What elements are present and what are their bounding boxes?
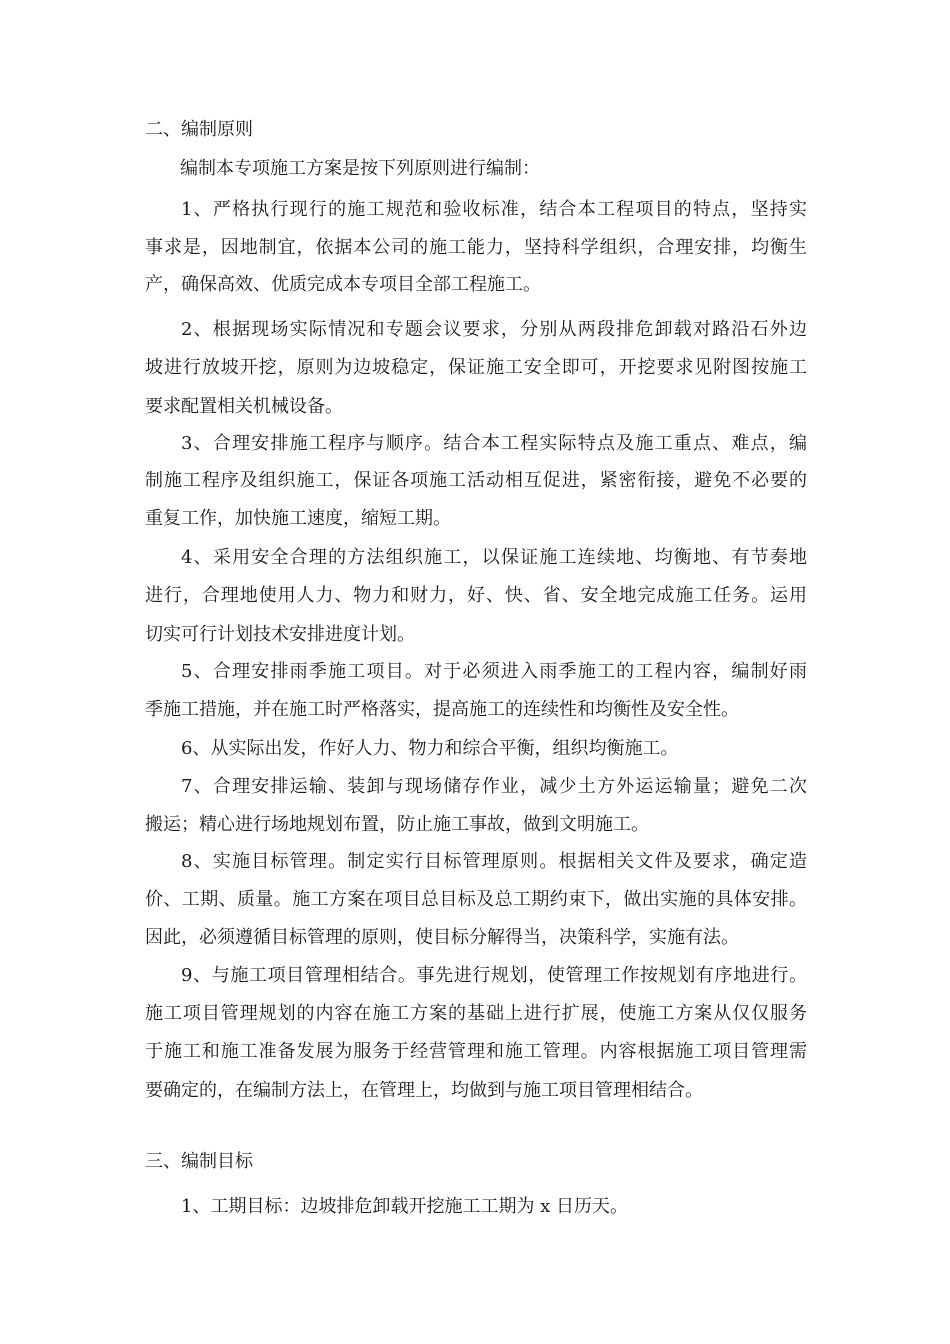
paragraph-line: 8、实施目标管理。制定实行目标管理原则。根据相关文件及要求，确定造: [181, 851, 807, 872]
paragraph-line: 产，确保高效、优质完成本专项目全部工程施工。: [145, 274, 541, 295]
paragraph-line: 要求配置相关机械设备。: [145, 396, 343, 417]
section-heading-principles: 二、编制原则: [145, 119, 253, 140]
paragraph-line: 进行，合理地使用人力、物力和财力，好、快、省、安全地完成施工任务。运用: [145, 585, 807, 606]
paragraph-line: 重复工作，加快施工速度，缩短工期。: [145, 508, 451, 529]
paragraph-line: 搬运；精心进行场地规划布置，防止施工事故，做到文明施工。: [145, 814, 649, 835]
paragraph-line: 3、合理安排施工程序与顺序。结合本工程实际特点及施工重点、难点，编: [181, 433, 807, 454]
paragraph-line: 坡进行放坡开挖，原则为边坡稳定，保证施工安全即可，开挖要求见附图按施工: [145, 357, 807, 378]
paragraph-line: 1、严格执行现行的施工规范和验收标准，结合本工程项目的特点，坚持实: [181, 199, 807, 220]
section-heading-objectives: 三、编制目标: [145, 1151, 253, 1172]
paragraph-line: 季施工措施，并在施工时严格落实，提高施工的连续性和均衡性及安全性。: [145, 699, 739, 720]
paragraph-line: 5、合理安排雨季施工项目。对于必须进入雨季施工的工程内容，编制好雨: [181, 661, 807, 682]
paragraph-line: 施工项目管理规划的内容在施工方案的基础上进行扩展，使施工方案从仅仅服务: [145, 1003, 807, 1024]
section-intro: 编制本专项施工方案是按下列原则进行编制：: [180, 158, 540, 179]
paragraph-line: 4、采用安全合理的方法组织施工，以保证施工连续地、均衡地、有节奏地: [181, 547, 807, 568]
paragraph-line: 要确定的，在编制方法上，在管理上，均做到与施工项目管理相结合。: [145, 1080, 703, 1101]
paragraph-line: 制施工程序及组织施工，保证各项施工活动相互促进，紧密衔接，避免不必要的: [145, 470, 807, 491]
paragraph-line: 9、与施工项目管理相结合。事先进行规划，使管理工作按规划有序地进行。: [181, 965, 807, 986]
paragraph-line: 1、工期目标：边坡排危卸载开挖施工工期为 x 日历天。: [181, 1196, 629, 1217]
paragraph-line: 于施工和施工准备发展为服务于经营管理和施工管理。内容根据施工项目管理需: [145, 1041, 807, 1062]
paragraph-line: 2、根据现场实际情况和专题会议要求，分别从两段排危卸载对路沿石外边: [181, 319, 807, 340]
paragraph-line: 因此，必须遵循目标管理的原则，使目标分解得当，决策科学，实施有法。: [145, 927, 739, 948]
paragraph-line: 6、从实际出发，作好人力、物力和综合平衡，组织均衡施工。: [181, 738, 679, 759]
paragraph-line: 切实可行计划技术安排进度计划。: [145, 624, 415, 645]
paragraph-line: 事求是，因地制宜，依据本公司的施工能力，坚持科学组织，合理安排，均衡生: [145, 237, 807, 258]
paragraph-line: 7、合理安排运输、装卸与现场储存作业，减少土方外运运输量；避免二次: [181, 776, 807, 797]
paragraph-line: 价、工期、质量。施工方案在项目总目标及总工期约束下，做出实施的具体安排。: [145, 889, 807, 910]
